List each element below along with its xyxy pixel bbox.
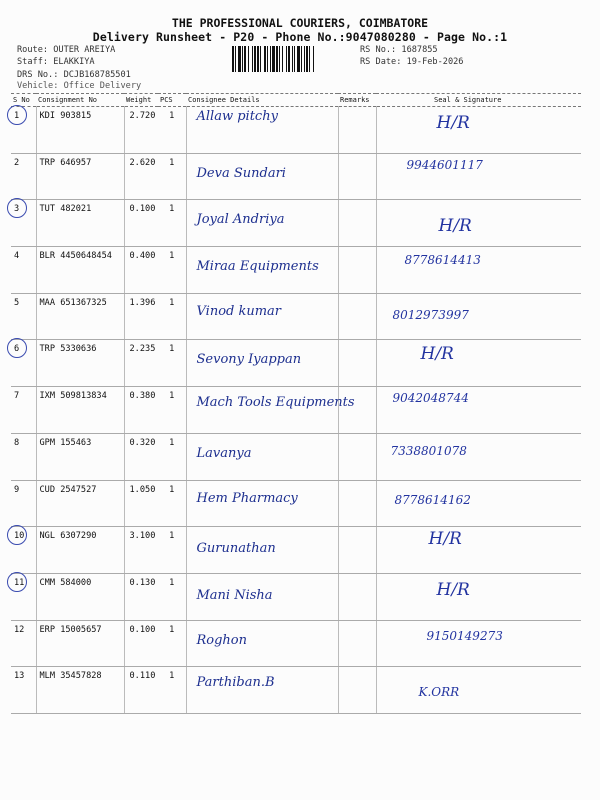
barcode-bar (286, 46, 287, 72)
consignee-name: Miraa Equipments (196, 259, 319, 275)
consignment-number: TRP 5330636 (36, 340, 124, 387)
consignment-number: KDI 903815 (36, 107, 124, 154)
consignment-number: NGL 6307290 (36, 527, 124, 574)
consignee-cell (186, 527, 338, 574)
pieces-count: 1 (158, 293, 186, 340)
pieces-count: 1 (158, 573, 186, 620)
consignee-name: Parthiban.B (196, 675, 275, 691)
signature-cell (376, 247, 581, 294)
remarks-cell (338, 293, 376, 340)
signature-text: 9150149273 (426, 628, 503, 643)
consignee-name: Allaw pitchy (196, 109, 278, 124)
remarks-cell (338, 153, 376, 200)
signature-cell (376, 153, 581, 200)
consignee-cell (186, 107, 338, 154)
col-sno: S No (11, 94, 36, 107)
consignee-cell (186, 433, 338, 480)
col-weight: Weight (124, 94, 158, 107)
circle-mark (7, 572, 27, 592)
row-serial: 12 (11, 620, 36, 667)
rs-number: RS No.: 1687855 (360, 45, 438, 55)
barcode-bar (306, 46, 308, 72)
runsheet-table (11, 93, 581, 714)
pieces-count: 1 (158, 527, 186, 574)
consignment-number: CMM 584000 (36, 573, 124, 620)
col-consignment: Consignment No (36, 94, 124, 107)
table-row (11, 340, 581, 387)
pieces-count: 1 (158, 200, 186, 247)
barcode-bar (297, 46, 300, 72)
table-header-row (11, 94, 581, 107)
barcode-bar (292, 46, 293, 72)
table-row (11, 107, 581, 154)
staff-label: Staff: ELAKKIYA (17, 57, 95, 67)
weight-value: 2.235 (124, 340, 158, 387)
signature-text: 8012973997 (392, 307, 469, 322)
consignee-name: Deva Sundari (196, 165, 286, 181)
pieces-count: 1 (158, 667, 186, 714)
remarks-cell (338, 573, 376, 620)
circle-mark (7, 198, 27, 218)
table-row (11, 200, 581, 247)
signature-text: 8778614162 (394, 492, 471, 507)
table-row (11, 387, 581, 434)
table-row (11, 527, 581, 574)
consignee-cell (186, 620, 338, 667)
row-serial: 4 (11, 247, 36, 294)
remarks-cell (338, 527, 376, 574)
weight-value: 1.396 (124, 293, 158, 340)
consignee-cell (186, 247, 338, 294)
row-serial: 3 (11, 200, 36, 247)
barcode-bar (309, 46, 310, 72)
barcode-bar (267, 46, 268, 72)
barcode-bar (252, 46, 253, 72)
consignee-cell (186, 387, 355, 434)
remarks-cell (338, 200, 376, 247)
drs-number: DRS No.: DCJB168785501 (17, 70, 131, 80)
barcode-bar (272, 46, 275, 72)
pieces-count: 1 (158, 107, 186, 154)
consignee-name: Mach Tools Equipments (196, 395, 355, 411)
table-row (11, 620, 581, 667)
row-serial: 13 (11, 667, 36, 714)
weight-value: 0.320 (124, 433, 158, 480)
consignment-number: IXM 509813834 (36, 387, 124, 434)
consignee-cell (186, 340, 338, 387)
consignee-name: Sevony Iyappan (196, 352, 302, 368)
barcode-bar (260, 46, 261, 72)
runsheet-subtitle: Delivery Runsheet - P20 - Phone No.:9047080280 - Page No.:1 (92, 30, 508, 44)
signature-cell (376, 387, 581, 434)
barcode (232, 46, 354, 72)
consignee-cell (186, 153, 338, 200)
pieces-count: 1 (158, 620, 186, 667)
barcode-bar (301, 46, 302, 72)
signature-cell (376, 340, 581, 387)
signature-cell (376, 573, 581, 620)
barcode-bar (313, 46, 314, 72)
signature-text: 9042048744 (392, 391, 469, 406)
weight-value: 0.130 (124, 573, 158, 620)
consignee-cell (186, 667, 338, 714)
signature-text: H/R (436, 579, 470, 600)
remarks-cell (338, 107, 376, 154)
barcode-bar (238, 46, 241, 72)
circle-mark (7, 105, 27, 125)
consignee-cell (186, 573, 338, 620)
weight-value: 0.100 (124, 200, 158, 247)
remarks-cell (338, 433, 376, 480)
table-row (11, 433, 581, 480)
table-row (11, 573, 581, 620)
table-row (11, 293, 581, 340)
signature-cell (376, 480, 581, 527)
col-consignee: Consignee Details (186, 94, 338, 107)
consignee-name: Vinod kumar (196, 303, 282, 319)
route-label: Route: OUTER AREIYA (17, 45, 116, 55)
consignment-number: TUT 482021 (36, 200, 124, 247)
vehicle-label: Vehicle: Office Delivery (17, 81, 142, 91)
barcode-bar (244, 46, 246, 72)
consignment-number: MAA 651367325 (36, 293, 124, 340)
signature-text: 8778614413 (404, 253, 481, 268)
consignee-name: Roghon (196, 632, 248, 648)
weight-value: 0.380 (124, 387, 158, 434)
weight-value: 2.620 (124, 153, 158, 200)
row-serial: 2 (11, 153, 36, 200)
barcode-bar (270, 46, 271, 72)
consignee-name: Lavanya (196, 445, 252, 461)
signature-text: H/R (438, 216, 472, 237)
table-row (11, 153, 581, 200)
col-seal: Seal & Signature (376, 94, 581, 107)
table-row (11, 667, 581, 714)
signature-text: H/R (436, 113, 470, 133)
remarks-cell (338, 340, 376, 387)
remarks-cell (338, 387, 376, 434)
consignment-number: TRP 646957 (36, 153, 124, 200)
weight-value: 0.110 (124, 667, 158, 714)
signature-cell (376, 293, 581, 340)
consignment-number: CUD 2547527 (36, 480, 124, 527)
barcode-bar (279, 46, 280, 72)
consignee-name: Gurunathan (196, 541, 276, 557)
circle-mark (7, 338, 27, 358)
weight-value: 1.050 (124, 480, 158, 527)
barcode-bar (257, 46, 259, 72)
barcode-bar (235, 46, 236, 72)
signature-cell (376, 200, 581, 247)
remarks-cell (338, 620, 376, 667)
barcode-bar (232, 46, 234, 72)
pieces-count: 1 (158, 387, 186, 434)
pieces-count: 1 (158, 433, 186, 480)
barcode-bar (264, 46, 266, 72)
consignee-name: Mani Nisha (196, 587, 273, 603)
barcode-bar (282, 46, 283, 72)
signature-cell (376, 527, 581, 574)
signature-text: H/R (420, 344, 454, 365)
row-serial: 5 (11, 293, 36, 340)
remarks-cell (338, 480, 376, 527)
barcode-bar (248, 46, 249, 72)
table-row (11, 247, 581, 294)
barcode-bar (254, 46, 256, 72)
signature-cell (376, 620, 581, 667)
consignment-number: BLR 4450648454 (36, 247, 124, 294)
row-serial: 11 (11, 573, 36, 620)
signature-text: 9944601117 (406, 157, 483, 172)
consignee-cell (186, 200, 338, 247)
company-title: THE PROFESSIONAL COURIERS, COIMBATORE (171, 16, 429, 30)
signature-text: K.ORR (418, 685, 460, 700)
rs-date: RS Date: 19-Feb-2026 (360, 57, 464, 67)
pieces-count: 1 (158, 340, 186, 387)
row-serial: 9 (11, 480, 36, 527)
barcode-bar (288, 46, 290, 72)
row-serial: 7 (11, 387, 36, 434)
barcode-bar (242, 46, 243, 72)
consignment-number: GPM 155463 (36, 433, 124, 480)
barcode-bar (294, 46, 295, 72)
weight-value: 0.100 (124, 620, 158, 667)
pieces-count: 1 (158, 480, 186, 527)
col-pcs: PCS (158, 94, 186, 107)
row-serial: 10 (11, 527, 36, 574)
weight-value: 2.720 (124, 107, 158, 154)
row-serial: 8 (11, 433, 36, 480)
signature-cell (376, 433, 581, 480)
pieces-count: 1 (158, 153, 186, 200)
consignee-name: Joyal Andriya (196, 212, 285, 228)
signature-cell (376, 667, 581, 714)
weight-value: 3.100 (124, 527, 158, 574)
barcode-bar (304, 46, 305, 72)
consignment-number: ERP 15005657 (36, 620, 124, 667)
consignee-cell (186, 293, 338, 340)
row-serial: 1 (11, 107, 36, 154)
consignee-name: Hem Pharmacy (196, 490, 298, 506)
weight-value: 0.400 (124, 247, 158, 294)
remarks-cell (338, 667, 376, 714)
col-remarks: Remarks (338, 94, 376, 107)
table-row (11, 480, 581, 527)
signature-cell (376, 107, 581, 154)
signature-text: H/R (428, 529, 462, 550)
pieces-count: 1 (158, 247, 186, 294)
remarks-cell (338, 247, 376, 294)
row-serial: 6 (11, 340, 36, 387)
barcode-bar (276, 46, 278, 72)
consignment-number: MLM 35457828 (36, 667, 124, 714)
consignee-cell (186, 480, 338, 527)
circle-mark (7, 525, 27, 545)
signature-text: 7338801078 (390, 443, 467, 458)
